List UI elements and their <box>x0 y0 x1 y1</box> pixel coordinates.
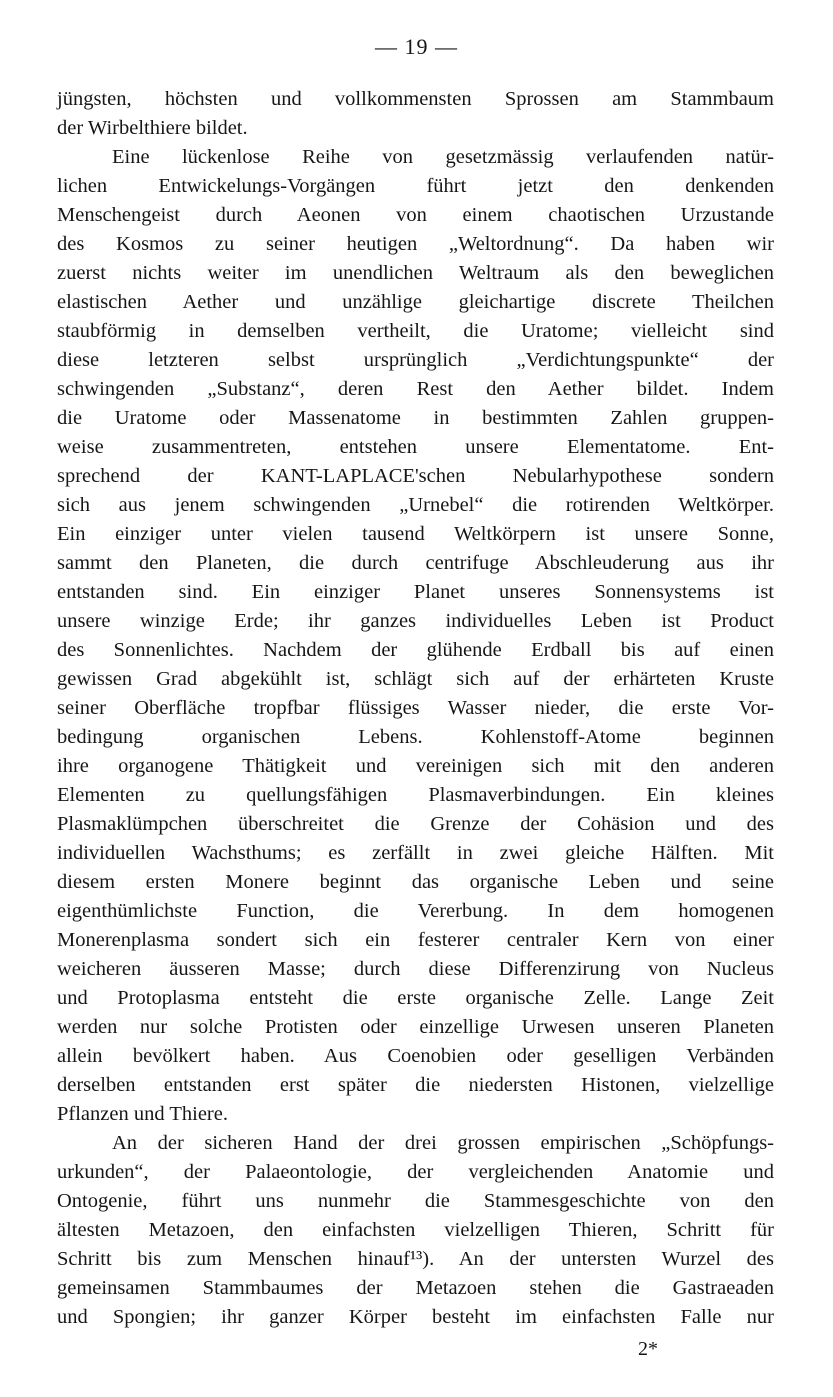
text-line: seiner Oberfläche tropfbar flüssiges Wasser nieder, die erste Vor- <box>57 697 774 719</box>
text-line: Ontogenie, führt uns nunmehr die Stammesgeschichte von den <box>57 1190 774 1212</box>
text-line: des Sonnenlichtes. Nachdem der glühende Erdball bis auf einen <box>57 639 774 661</box>
text-line: Menschengeist durch Aeonen von einem chaotischen Urzustande <box>57 204 774 226</box>
text-line: Plasmaklümpchen überschreitet die Grenze der Cohäsion und des <box>57 813 774 835</box>
page-number: — 19 — <box>375 34 458 59</box>
text-line: weise zusammentreten, entstehen unsere Elementatome. Ent- <box>57 436 774 458</box>
text-line: bedingung organischen Lebens. Kohlenstoff-Atome beginnen <box>57 726 774 748</box>
text-line: Monerenplasma sondert sich ein festerer centraler Kern von einer <box>57 929 774 951</box>
body-text <box>57 85 774 1332</box>
text-line: individuellen Wachsthums; es zerfällt in zwei gleiche Hälften. Mit <box>57 842 774 864</box>
text-line: die Uratome oder Massenatome in bestimmten Zahlen gruppen- <box>57 407 774 429</box>
text-line: gemeinsamen Stammbaumes der Metazoen stehen die Gastraeaden <box>57 1277 774 1299</box>
text-line: Schritt bis zum Menschen hinauf¹³). An der untersten Wurzel des <box>57 1248 774 1270</box>
text-line: diese letzteren selbst ursprünglich „Verdichtungspunkte“ der <box>57 349 774 371</box>
text-line: derselben entstanden erst später die niedersten Histonen, vielzellige <box>57 1074 774 1096</box>
text-line: und Spongien; ihr ganzer Körper besteht im einfachsten Falle nur <box>57 1306 774 1328</box>
text-line: Elementen zu quellungsfähigen Plasmaverbindungen. Ein kleines <box>57 784 774 806</box>
text-line: des Kosmos zu seiner heutigen „Weltordnung“. Da haben wir <box>57 233 774 255</box>
text-line: ältesten Metazoen, den einfachsten vielzelligen Thieren, Schritt für <box>57 1219 774 1241</box>
text-line: werden nur solche Protisten oder einzellige Urwesen unseren Planeten <box>57 1016 774 1038</box>
text-line: schwingenden „Substanz“, deren Rest den Aether bildet. Indem <box>57 378 774 400</box>
signature-mark: 2* <box>638 1338 658 1360</box>
text-line: jüngsten, höchsten und vollkommensten Sprossen am Stammbaum <box>57 88 774 110</box>
text-line: gewissen Grad abgekühlt ist, schlägt sich auf der erhärteten Kruste <box>57 668 774 690</box>
text-line: weicheren äusseren Masse; durch diese Differenzirung von Nucleus <box>57 958 774 980</box>
text-line: ihre organogene Thätigkeit und vereinigen sich mit den anderen <box>57 755 774 777</box>
text-line: diesem ersten Monere beginnt das organische Leben und seine <box>57 871 774 893</box>
text-line: elastischen Aether und unzählige gleichartige discrete Theilchen <box>57 291 774 313</box>
text-line: zuerst nichts weiter im unendlichen Weltraum als den beweglichen <box>57 262 774 284</box>
text-line: sammt den Planeten, die durch centrifuge Abschleuderung aus ihr <box>57 552 774 574</box>
text-line: der Wirbelthiere bildet. <box>57 117 248 139</box>
text-line: allein bevölkert haben. Aus Coenobien oder geselligen Verbänden <box>57 1045 774 1067</box>
text-line: sprechend der KANT-LAPLACE'schen Nebularhypothese sondern <box>57 465 774 487</box>
text-line: unsere winzige Erde; ihr ganzes individuelles Leben ist Product <box>57 610 774 632</box>
text-line: Eine lückenlose Reihe von gesetzmässig verlaufenden natür- <box>112 146 774 168</box>
text-line: sich aus jenem schwingenden „Urnebel“ die rotirenden Weltkörper. <box>57 494 774 516</box>
text-line: lichen Entwickelungs-Vorgängen führt jetzt den denkenden <box>57 175 774 197</box>
text-line: urkunden“, der Palaeontologie, der vergleichenden Anatomie und <box>57 1161 774 1183</box>
text-line: An der sicheren Hand der drei grossen empirischen „Schöpfungs- <box>112 1132 774 1154</box>
text-line: Pflanzen und Thiere. <box>57 1103 228 1125</box>
text-line: staubförmig in demselben vertheilt, die Uratome; vielleicht sind <box>57 320 774 342</box>
text-line: und Protoplasma entsteht die erste organische Zelle. Lange Zeit <box>57 987 774 1009</box>
text-line: Ein einziger unter vielen tausend Weltkörpern ist unsere Sonne, <box>57 523 774 545</box>
text-line: eigenthümlichste Function, die Vererbung. In dem homogenen <box>57 900 774 922</box>
text-line: entstanden sind. Ein einziger Planet unseres Sonnensystems ist <box>57 581 774 603</box>
